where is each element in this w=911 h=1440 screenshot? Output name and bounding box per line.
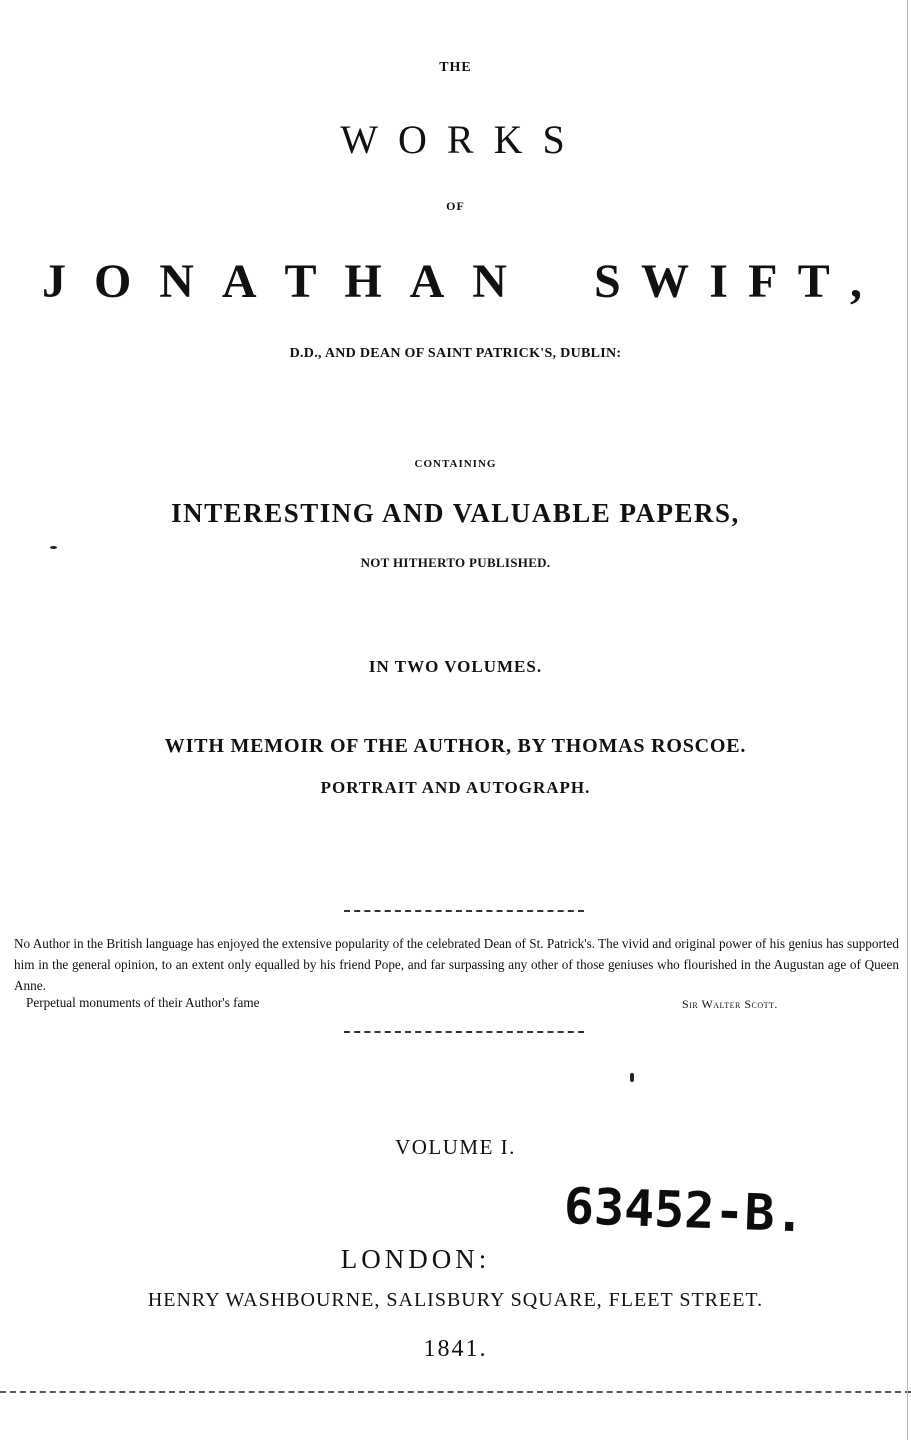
author-letter: S bbox=[594, 255, 621, 308]
author-first-name bbox=[42, 255, 507, 308]
author-letter: T bbox=[284, 255, 317, 308]
memoir-note: WITH MEMOIR OF THE AUTHOR, BY THOMAS ROSCOE. bbox=[164, 735, 747, 757]
page-right-edge bbox=[907, 0, 908, 1440]
epigraph-text: No Author in the British language has enjoyed the extensive popularity of the celebrated Dean of St. Patrick's. The vivid and original power of his genius has supported him in the general opinion, to an extent only equalled by his friend Pope, and far surpassing any other of those geniuses who flourished in the Augustan age of Queen Anne. bbox=[14, 936, 899, 993]
author-letter: A bbox=[221, 255, 257, 308]
epigraph-attribution: Sir Walter Scott. bbox=[682, 997, 778, 1011]
author-letter: W bbox=[640, 255, 689, 308]
title-the: THE bbox=[439, 60, 472, 75]
library-stamp: 63452-B. bbox=[562, 1177, 806, 1244]
contents-headline: INTERESTING AND VALUABLE PAPERS, bbox=[171, 498, 740, 528]
author-letter: N bbox=[159, 255, 194, 308]
imprint-city: LONDON: bbox=[340, 1244, 491, 1274]
decorative-rule-top bbox=[344, 910, 584, 912]
author-letter: I bbox=[709, 255, 728, 308]
title-works: WORKS bbox=[340, 117, 585, 162]
epigraph-last-line: Perpetual monuments of their Author's fame bbox=[26, 995, 260, 1010]
author-name bbox=[42, 255, 862, 308]
author-letter: H bbox=[344, 255, 382, 308]
page-bottom-edge bbox=[0, 1391, 911, 1393]
author-credentials: D.D., AND DEAN OF SAINT PATRICK'S, DUBLIN: bbox=[289, 346, 622, 361]
author-letter: A bbox=[409, 255, 445, 308]
contents-subline: NOT HITHERTO PUBLISHED. bbox=[360, 555, 551, 570]
containing-label: CONTAINING bbox=[414, 458, 497, 470]
author-letter: T bbox=[797, 255, 830, 308]
author-letter: F bbox=[748, 255, 778, 308]
author-letter: N bbox=[472, 255, 507, 308]
decorative-rule-bottom bbox=[344, 1031, 584, 1033]
ink-speck bbox=[50, 546, 57, 549]
author-last-name bbox=[594, 255, 862, 308]
portrait-note: PORTRAIT AND AUTOGRAPH. bbox=[320, 778, 591, 797]
title-of: OF bbox=[446, 199, 465, 213]
volumes-count: IN TWO VOLUMES. bbox=[368, 657, 543, 676]
volume-label: VOLUME I. bbox=[395, 1135, 516, 1159]
author-letter: , bbox=[849, 255, 862, 308]
author-letter: O bbox=[93, 255, 132, 308]
ink-speck bbox=[630, 1073, 634, 1082]
imprint-year: 1841. bbox=[423, 1336, 488, 1362]
author-letter: J bbox=[42, 255, 66, 308]
imprint-publisher: HENRY WASHBOURNE, SALISBURY SQUARE, FLEET STREET. bbox=[147, 1289, 764, 1311]
